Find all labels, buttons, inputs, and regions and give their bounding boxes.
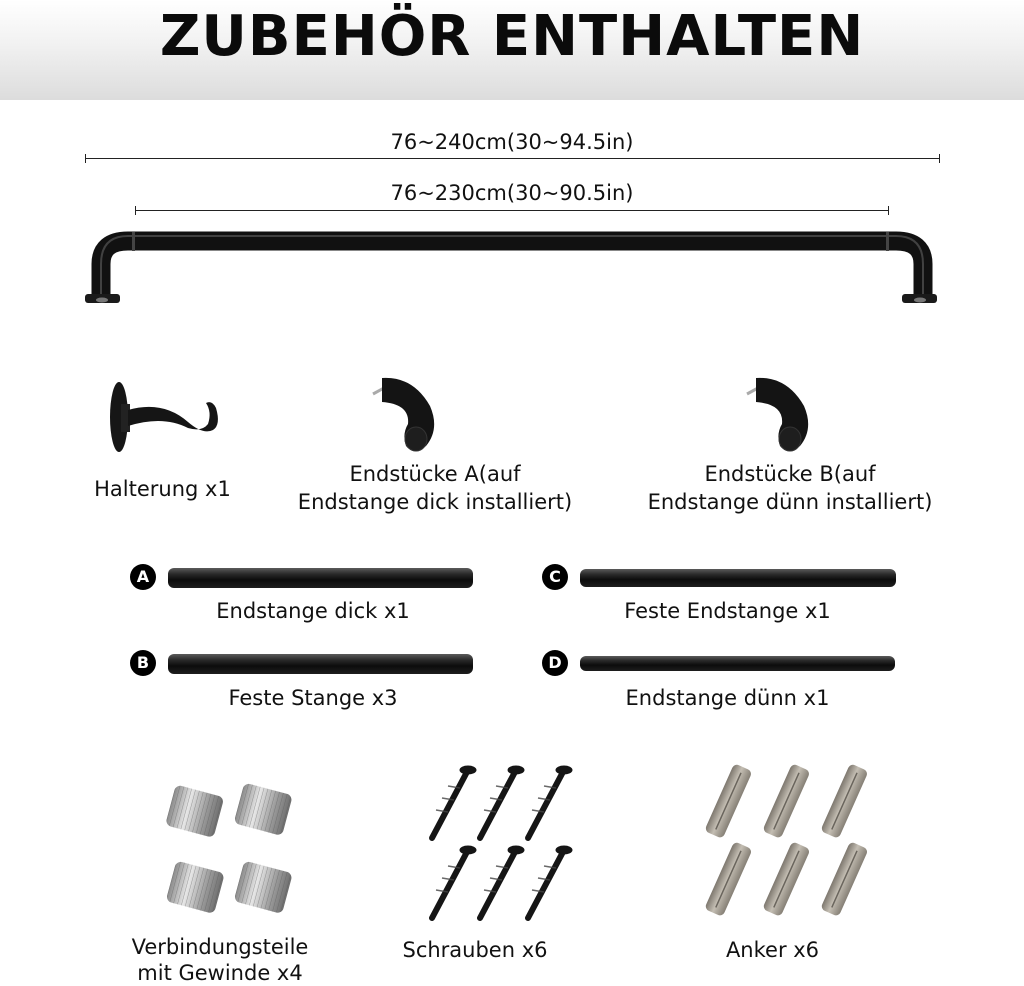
wraparound-rod-image [0, 220, 1024, 315]
screws-image [420, 762, 580, 932]
bracket-image [108, 380, 223, 455]
rod-b-image [168, 654, 473, 674]
rod-c-label: Feste Endstange x1 [624, 599, 831, 623]
outer-dimension-tick-right [939, 154, 940, 163]
connectors-image [162, 780, 297, 920]
rod-d-label: Endstange dünn x1 [625, 686, 830, 710]
outer-dimension-label: 76~240cm(30~94.5in) [390, 130, 634, 154]
rod-d-image [580, 656, 895, 671]
endcap-b-label: Endstücke B(auf Endstange dünn installiert) [647, 462, 933, 514]
bracket-label: Halterung x1 [94, 477, 231, 501]
badge-b: B [130, 650, 156, 676]
inner-dimension-tick-right [888, 206, 889, 215]
rod-b-label: Feste Stange x3 [228, 686, 398, 710]
endcap-a-label: Endstücke A(auf Endstange dick installiert) [297, 462, 573, 514]
inner-dimension-label: 76~230cm(30~90.5in) [390, 181, 634, 205]
rod-a-image [168, 568, 473, 588]
page-title: ZUBEHÖR ENTHALTEN [159, 4, 865, 69]
badge-c: C [542, 564, 568, 590]
inner-dimension-line [135, 210, 889, 211]
anchors-label: Anker x6 [725, 938, 820, 962]
badge-a: A [130, 564, 156, 590]
rod-c-image [580, 569, 896, 587]
anchors-image [698, 762, 878, 922]
endcap-b-image [742, 374, 814, 454]
header-banner [0, 0, 1024, 100]
outer-dimension-line [85, 158, 940, 159]
screws-label: Schrauben x6 [402, 938, 548, 962]
rod-a-label: Endstange dick x1 [216, 599, 410, 623]
inner-dimension-tick-left [135, 206, 136, 215]
outer-dimension-tick-left [85, 154, 86, 163]
badge-d: D [542, 650, 568, 676]
endcap-a-image [368, 374, 440, 454]
connectors-label: Verbindungsteile mit Gewinde x4 [131, 935, 309, 985]
